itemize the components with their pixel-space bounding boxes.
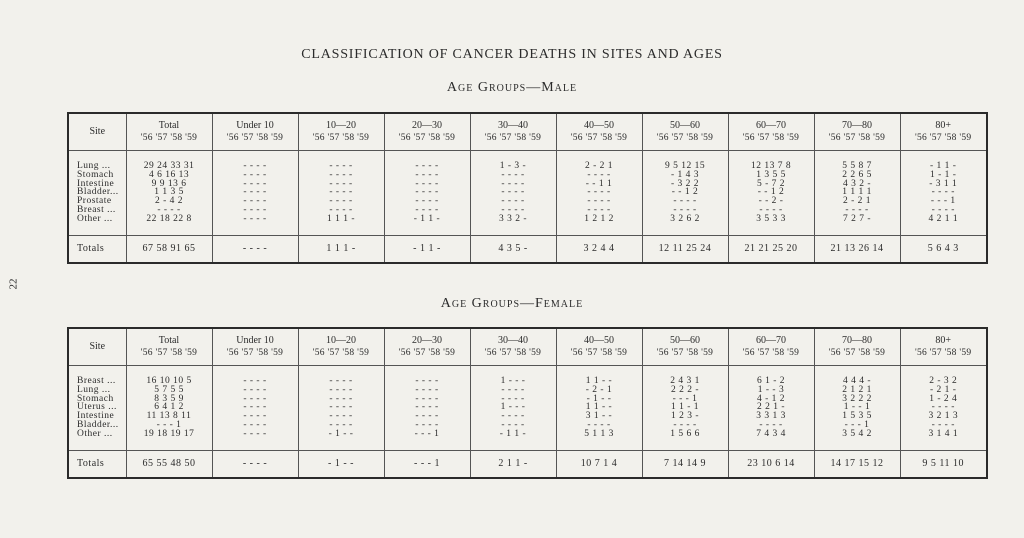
totals-cell: - - - - bbox=[212, 235, 298, 262]
table-cell: - - - - bbox=[728, 206, 814, 215]
age-group-header bbox=[470, 114, 556, 151]
table-cell: - - - - bbox=[298, 162, 384, 171]
spacer-cell bbox=[814, 439, 900, 451]
spacer-cell bbox=[212, 224, 298, 236]
table-cell: 1 1 - - bbox=[556, 403, 642, 412]
age-group-label: 40—50 bbox=[584, 120, 614, 131]
totals-cell: 23 10 6 14 bbox=[728, 450, 814, 477]
totals-label: Totals bbox=[69, 450, 126, 477]
age-group-header bbox=[126, 329, 212, 366]
table-cell: - - - 1 bbox=[126, 421, 212, 430]
table-cell: - - - - bbox=[212, 171, 298, 180]
totals-cell: 21 13 26 14 bbox=[814, 235, 900, 262]
age-group-label: 70—80 bbox=[842, 120, 872, 131]
table-cell: - - - - bbox=[298, 377, 384, 386]
table-row bbox=[69, 215, 986, 224]
table-cell: 11 13 8 11 bbox=[126, 412, 212, 421]
table-cell: - 1 1 - bbox=[900, 162, 986, 171]
page-number: 22 bbox=[7, 278, 20, 290]
table-cell: 1 1 - 1 bbox=[642, 403, 728, 412]
age-group-label: 50—60 bbox=[670, 120, 700, 131]
totals-cell: - - - 1 bbox=[384, 450, 470, 477]
totals-cell: 2 1 1 - bbox=[470, 450, 556, 477]
age-group-label: 10—20 bbox=[326, 335, 356, 346]
table-row bbox=[69, 430, 986, 439]
table-cell: 2 2 6 5 bbox=[814, 171, 900, 180]
age-group-label: Under 10 bbox=[236, 335, 274, 346]
spacer-cell bbox=[298, 439, 384, 451]
year-labels: '56 '57 '58 '59 bbox=[656, 133, 714, 143]
table-cell: - - - - bbox=[298, 206, 384, 215]
table-cell: 19 18 19 17 bbox=[126, 430, 212, 439]
page-title: CLASSIFICATION OF CANCER DEATHS IN SITES AND AGES bbox=[301, 47, 723, 62]
table-cell: - - - - bbox=[470, 421, 556, 430]
site-label: Stomach bbox=[77, 169, 114, 180]
age-group-header bbox=[298, 329, 384, 366]
table-cell: - - - - bbox=[212, 188, 298, 197]
age-group-header bbox=[728, 329, 814, 366]
year-labels: '56 '57 '58 '59 bbox=[570, 348, 628, 358]
table-cell: - - - - bbox=[642, 421, 728, 430]
table-cell: 4 - 1 2 bbox=[728, 395, 814, 404]
table-cell: 1 1 1 1 bbox=[814, 188, 900, 197]
spacer-cell bbox=[384, 439, 470, 451]
table-cell: 1 2 3 - bbox=[642, 412, 728, 421]
table-cell: - - - 1 bbox=[814, 421, 900, 430]
age-group-label: 30—40 bbox=[498, 120, 528, 131]
year-labels: '56 '57 '58 '59 bbox=[398, 133, 456, 143]
age-group-header bbox=[814, 114, 900, 151]
table-cell: 1 - 2 4 bbox=[900, 395, 986, 404]
year-labels: '56 '57 '58 '59 bbox=[140, 133, 198, 143]
year-labels: '56 '57 '58 '59 bbox=[828, 133, 886, 143]
site-label: Bladder... bbox=[77, 419, 119, 430]
table-cell: - - - - bbox=[298, 412, 384, 421]
table-cell: 5 1 1 3 bbox=[556, 430, 642, 439]
site-column-header: Site bbox=[69, 114, 126, 151]
table-cell: - - - - bbox=[384, 421, 470, 430]
table-cell: 2 4 3 1 bbox=[642, 377, 728, 386]
table-cell: - - - - bbox=[384, 188, 470, 197]
table-cell: 3 3 2 - bbox=[470, 215, 556, 224]
table-cell: 7 2 7 - bbox=[814, 215, 900, 224]
year-labels: '56 '57 '58 '59 bbox=[226, 348, 284, 358]
spacer-cell bbox=[384, 224, 470, 236]
year-labels: '56 '57 '58 '59 bbox=[915, 133, 972, 143]
site-label: Uterus ... bbox=[77, 402, 117, 413]
age-group-label: 60—70 bbox=[756, 120, 786, 131]
totals-cell: 21 21 25 20 bbox=[728, 235, 814, 262]
table-cell: 1 1 - - bbox=[556, 377, 642, 386]
age-group-label: Total bbox=[158, 120, 180, 131]
table-cell: - - - - bbox=[212, 430, 298, 439]
table-cell: - - - - bbox=[470, 180, 556, 189]
table-cell: - - - - bbox=[384, 171, 470, 180]
table-cell: - - 1 1 bbox=[556, 180, 642, 189]
spacer-cell bbox=[814, 224, 900, 236]
table-cell: - - - - bbox=[212, 377, 298, 386]
table-cell: 22 18 22 8 bbox=[126, 215, 212, 224]
table-cell: - - 1 2 bbox=[728, 188, 814, 197]
table-cell: 1 - 3 - bbox=[470, 162, 556, 171]
table-cell: 6 4 1 2 bbox=[126, 403, 212, 412]
table-cell: - 1 1 - bbox=[384, 215, 470, 224]
table-cell: - - - - bbox=[298, 395, 384, 404]
site-label: Bladder... bbox=[77, 187, 119, 198]
table-cell: - - - - bbox=[298, 386, 384, 395]
table-cell: 3 2 6 2 bbox=[642, 215, 728, 224]
female-table-heading: Age Groups—Female bbox=[440, 296, 584, 311]
table-cell: - - - 1 bbox=[384, 430, 470, 439]
totals-cell: 10 7 1 4 bbox=[556, 450, 642, 477]
table-cell: - - - - bbox=[212, 421, 298, 430]
age-group-label: 40—50 bbox=[584, 335, 614, 346]
site-label: Intestine bbox=[77, 178, 115, 189]
table-cell: - - - 1 bbox=[642, 395, 728, 404]
table-cell: - - - - bbox=[384, 395, 470, 404]
table-cell: - - - - bbox=[556, 206, 642, 215]
table-cell: 3 1 - - bbox=[556, 412, 642, 421]
table-cell: - - - - bbox=[298, 421, 384, 430]
age-group-header bbox=[126, 114, 212, 151]
site-label: Stomach bbox=[77, 393, 114, 404]
year-labels: '56 '57 '58 '59 bbox=[226, 133, 284, 143]
age-group-header bbox=[900, 114, 986, 151]
age-group-label: 70—80 bbox=[842, 335, 872, 346]
year-labels: '56 '57 '58 '59 bbox=[742, 348, 800, 358]
table-cell: - - - - bbox=[384, 180, 470, 189]
year-labels: '56 '57 '58 '59 bbox=[915, 348, 972, 358]
table-cell: 3 5 3 3 bbox=[728, 215, 814, 224]
table-cell: - 1 - - bbox=[298, 430, 384, 439]
table-cell: - - - - bbox=[212, 395, 298, 404]
table-cell: - - - - bbox=[556, 171, 642, 180]
age-group-label: 60—70 bbox=[756, 335, 786, 346]
site-label: Prostate bbox=[77, 196, 112, 207]
table-cell: - - - - bbox=[470, 386, 556, 395]
spacer-cell bbox=[900, 224, 986, 236]
table-cell: - - - - bbox=[212, 206, 298, 215]
table-cell: - - - - bbox=[470, 171, 556, 180]
table-cell: 1 5 3 5 bbox=[814, 412, 900, 421]
totals-cell: 5 6 4 3 bbox=[900, 235, 986, 262]
table-cell: - 1 - - bbox=[556, 395, 642, 404]
age-group-label: 20—30 bbox=[412, 335, 442, 346]
totals-cell: 7 14 14 9 bbox=[642, 450, 728, 477]
totals-cell: 67 58 91 65 bbox=[126, 235, 212, 262]
year-labels: '56 '57 '58 '59 bbox=[312, 133, 370, 143]
table-cell: 7 4 3 4 bbox=[728, 430, 814, 439]
table-cell: 9 5 12 15 bbox=[642, 162, 728, 171]
site-label: Breast ... bbox=[77, 376, 116, 386]
table-cell: - - - - bbox=[212, 403, 298, 412]
spacer-cell bbox=[298, 224, 384, 236]
totals-cell: 12 11 25 24 bbox=[642, 235, 728, 262]
table-cell: - - - - bbox=[814, 206, 900, 215]
table-cell: 5 5 8 7 bbox=[814, 162, 900, 171]
age-group-label: 80+ bbox=[935, 335, 952, 346]
age-group-label: 50—60 bbox=[670, 335, 700, 346]
site-label: Lung ... bbox=[77, 161, 111, 171]
age-group-header bbox=[212, 329, 298, 366]
age-group-header bbox=[728, 114, 814, 151]
spacer-cell bbox=[126, 439, 212, 451]
site-column-header: Site bbox=[69, 329, 126, 366]
totals-cell: 3 2 4 4 bbox=[556, 235, 642, 262]
totals-row bbox=[69, 450, 986, 477]
age-group-label: 10—20 bbox=[326, 120, 356, 131]
age-group-header bbox=[384, 329, 470, 366]
spacer-cell bbox=[69, 439, 126, 451]
table-cell: - 3 1 1 bbox=[900, 180, 986, 189]
table-cell: - 2 - 1 bbox=[556, 386, 642, 395]
table-cell: 6 1 - 2 bbox=[728, 377, 814, 386]
age-group-header bbox=[642, 114, 728, 151]
table-cell: - - - - bbox=[384, 377, 470, 386]
age-group-label: Total bbox=[158, 335, 180, 346]
site-label: Lung ... bbox=[77, 384, 111, 395]
table-cell: - 3 2 2 bbox=[642, 180, 728, 189]
table-cell: - - - - bbox=[728, 421, 814, 430]
table-cell: - - - 1 bbox=[900, 197, 986, 206]
site-label: Other ... bbox=[77, 213, 113, 224]
table-cell: - - - - bbox=[212, 386, 298, 395]
year-labels: '56 '57 '58 '59 bbox=[570, 133, 628, 143]
age-group-header bbox=[384, 114, 470, 151]
female-table bbox=[67, 327, 988, 479]
spacer-cell bbox=[470, 439, 556, 451]
totals-cell: - - - - bbox=[212, 450, 298, 477]
spacer-cell bbox=[556, 224, 642, 236]
totals-cell: - 1 1 - bbox=[384, 235, 470, 262]
table-cell: 1 - - 3 bbox=[728, 386, 814, 395]
spacer-cell bbox=[642, 224, 728, 236]
table-cell: - - - - bbox=[384, 403, 470, 412]
age-group-label: 20—30 bbox=[412, 120, 442, 131]
age-group-label: Under 10 bbox=[236, 120, 274, 131]
table-cell: - - - - bbox=[642, 197, 728, 206]
table-cell: 3 2 2 2 bbox=[814, 395, 900, 404]
age-group-header bbox=[470, 329, 556, 366]
table-cell: - - - - bbox=[556, 188, 642, 197]
totals-cell: 14 17 15 12 bbox=[814, 450, 900, 477]
table-cell: - - - - bbox=[384, 386, 470, 395]
table-cell: - - - - bbox=[470, 188, 556, 197]
totals-row bbox=[69, 235, 986, 262]
site-label: Breast ... bbox=[77, 204, 116, 215]
table-cell: 2 - 3 2 bbox=[900, 377, 986, 386]
table-cell: - - - - bbox=[384, 206, 470, 215]
age-group-header bbox=[298, 114, 384, 151]
totals-cell: - 1 - - bbox=[298, 450, 384, 477]
table-cell: - - - - bbox=[642, 206, 728, 215]
table-cell: 1 1 3 5 bbox=[126, 188, 212, 197]
table-cell: 4 6 16 13 bbox=[126, 171, 212, 180]
table-cell: 4 2 1 1 bbox=[900, 215, 986, 224]
spacer-cell bbox=[728, 224, 814, 236]
table-cell: - - - - bbox=[900, 206, 986, 215]
table-cell: 5 7 5 5 bbox=[126, 386, 212, 395]
table-cell: 1 - 1 - bbox=[900, 171, 986, 180]
table-cell: 9 9 13 6 bbox=[126, 180, 212, 189]
table-cell: - 1 1 - bbox=[470, 430, 556, 439]
table-cell: - - 2 - bbox=[728, 197, 814, 206]
spacer-cell bbox=[69, 224, 126, 236]
table-cell: - - - - bbox=[212, 215, 298, 224]
table-cell: - 1 4 3 bbox=[642, 171, 728, 180]
table-cell: 2 - 2 1 bbox=[814, 197, 900, 206]
totals-cell: 1 1 1 - bbox=[298, 235, 384, 262]
table-cell: 16 10 10 5 bbox=[126, 377, 212, 386]
table-cell: - - - - bbox=[212, 412, 298, 421]
table-cell: 5 - 7 2 bbox=[728, 180, 814, 189]
age-group-label: 30—40 bbox=[498, 335, 528, 346]
table-cell: - - - - bbox=[298, 403, 384, 412]
table-cell: - - - - bbox=[212, 180, 298, 189]
table-cell: - - - - bbox=[298, 180, 384, 189]
table-cell: 2 2 2 - bbox=[642, 386, 728, 395]
table-cell: 8 3 5 9 bbox=[126, 395, 212, 404]
spacer-cell bbox=[212, 439, 298, 451]
table-cell: - - 1 2 bbox=[642, 188, 728, 197]
table-cell: 2 1 2 1 bbox=[814, 386, 900, 395]
table-cell: 3 3 1 3 bbox=[728, 412, 814, 421]
site-label: Intestine bbox=[77, 411, 115, 422]
table-cell: 1 - - 1 bbox=[814, 403, 900, 412]
table-cell: 3 2 1 3 bbox=[900, 412, 986, 421]
age-group-header bbox=[900, 329, 986, 366]
table-cell: - 2 1 - bbox=[900, 386, 986, 395]
table-cell: 1 2 1 2 bbox=[556, 215, 642, 224]
table-cell: - - - - bbox=[212, 197, 298, 206]
table-cell: - - - - bbox=[470, 412, 556, 421]
table-cell: - - - - bbox=[298, 171, 384, 180]
table-cell: - - - - bbox=[298, 188, 384, 197]
age-group-header bbox=[212, 114, 298, 151]
table-cell: 1 - - - bbox=[470, 403, 556, 412]
table-cell: - - - - bbox=[900, 188, 986, 197]
spacer-cell bbox=[470, 224, 556, 236]
table-cell: - - - - bbox=[470, 197, 556, 206]
age-group-header bbox=[642, 329, 728, 366]
table-cell: 1 5 6 6 bbox=[642, 430, 728, 439]
spacer-cell bbox=[642, 439, 728, 451]
table-cell: 1 1 1 - bbox=[298, 215, 384, 224]
male-table bbox=[67, 112, 988, 264]
table-cell: 2 2 1 - bbox=[728, 403, 814, 412]
totals-cell: 65 55 48 50 bbox=[126, 450, 212, 477]
table-cell: 1 3 5 5 bbox=[728, 171, 814, 180]
table-cell: 1 - - - bbox=[470, 377, 556, 386]
totals-cell: 9 5 11 10 bbox=[900, 450, 986, 477]
table-cell: - - - - bbox=[384, 162, 470, 171]
site-label: Other ... bbox=[77, 428, 113, 439]
totals-cell: 4 3 5 - bbox=[470, 235, 556, 262]
table-cell: - - - - bbox=[900, 403, 986, 412]
totals-label: Totals bbox=[69, 235, 126, 262]
table-cell: 4 3 2 - bbox=[814, 180, 900, 189]
table-cell: - - - - bbox=[470, 395, 556, 404]
spacer-cell bbox=[556, 439, 642, 451]
age-group-header bbox=[556, 329, 642, 366]
year-labels: '56 '57 '58 '59 bbox=[742, 133, 800, 143]
table-cell: 2 - 4 2 bbox=[126, 197, 212, 206]
spacer-cell bbox=[900, 439, 986, 451]
table-cell: - - - - bbox=[556, 421, 642, 430]
table-cell: - - - - bbox=[126, 206, 212, 215]
spacer-cell bbox=[728, 439, 814, 451]
table-cell: 29 24 33 31 bbox=[126, 162, 212, 171]
year-labels: '56 '57 '58 '59 bbox=[828, 348, 886, 358]
year-labels: '56 '57 '58 '59 bbox=[484, 348, 542, 358]
table-cell: 3 1 4 1 bbox=[900, 430, 986, 439]
table-cell: - - - - bbox=[470, 206, 556, 215]
table-cell: 4 4 4 - bbox=[814, 377, 900, 386]
table-cell: - - - - bbox=[212, 162, 298, 171]
table-cell: - - - - bbox=[900, 421, 986, 430]
year-labels: '56 '57 '58 '59 bbox=[656, 348, 714, 358]
table-cell: 12 13 7 8 bbox=[728, 162, 814, 171]
table-cell: 3 5 4 2 bbox=[814, 430, 900, 439]
table-cell: - - - - bbox=[384, 412, 470, 421]
table-cell: - - - - bbox=[298, 197, 384, 206]
table-cell: - - - - bbox=[384, 197, 470, 206]
table-cell: - - - - bbox=[556, 197, 642, 206]
spacer-cell bbox=[126, 224, 212, 236]
year-labels: '56 '57 '58 '59 bbox=[484, 133, 542, 143]
year-labels: '56 '57 '58 '59 bbox=[140, 348, 198, 358]
male-table-heading: Age Groups—Male bbox=[446, 80, 578, 95]
age-group-header bbox=[556, 114, 642, 151]
age-group-header bbox=[814, 329, 900, 366]
age-group-label: 80+ bbox=[935, 120, 952, 131]
year-labels: '56 '57 '58 '59 bbox=[312, 348, 370, 358]
year-labels: '56 '57 '58 '59 bbox=[398, 348, 456, 358]
table-cell: 2 - 2 1 bbox=[556, 162, 642, 171]
